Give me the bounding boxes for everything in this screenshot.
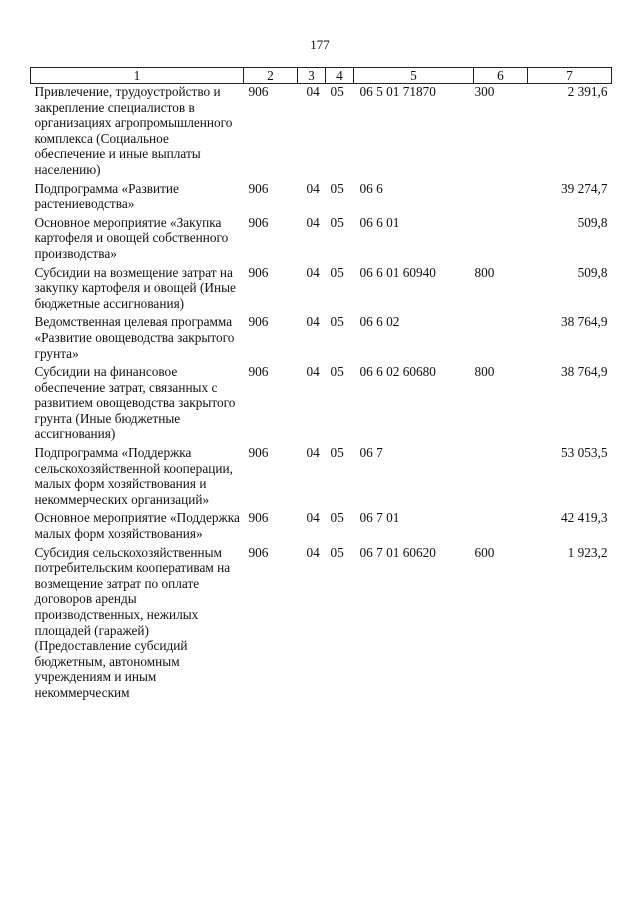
table-row <box>31 314 612 364</box>
grbs-code-cell: 906 <box>248 544 269 560</box>
target-article-cell: 06 6 02 60680 <box>359 364 436 380</box>
section-code-cell: 04 <box>306 445 320 461</box>
item-name-cell: Подпрограмма «Развитие растениеводства» <box>34 180 179 212</box>
target-article-cell: 06 6 01 <box>359 214 400 230</box>
grbs-code-cell: 906 <box>248 314 269 330</box>
amount-cell: 42 419,3 <box>560 510 608 526</box>
item-name-cell: Основное мероприятие «Поддержка малых форм хозяйствования» <box>34 510 240 542</box>
section-code-cell: 04 <box>306 180 320 196</box>
amount-cell: 38 764,9 <box>560 314 608 330</box>
section-code-cell: 04 <box>306 544 320 560</box>
column-header: 1 <box>31 68 244 84</box>
target-article-cell: 06 6 <box>359 180 383 196</box>
amount-cell: 509,8 <box>577 214 608 230</box>
column-header: 3 <box>298 68 326 84</box>
amount-cell: 2 391,6 <box>567 84 608 99</box>
amount-cell: 39 274,7 <box>560 180 608 196</box>
grbs-code-cell: 906 <box>248 180 269 196</box>
expense-type-cell <box>474 314 528 364</box>
section-code-cell: 04 <box>306 264 320 280</box>
amount-cell: 1 923,2 <box>567 544 608 560</box>
item-name-cell: Привлечение, трудоустройство и закрепление специалистов в организациях агропромышленного комплекса (Социальное обеспечение и иные выплаты населению) <box>34 84 233 177</box>
table-row <box>31 545 612 704</box>
grbs-code-cell: 906 <box>248 445 269 461</box>
table-row <box>31 181 612 215</box>
target-article-cell: 06 6 02 <box>359 314 400 330</box>
subsection-code-cell: 05 <box>330 510 344 526</box>
budget-table <box>30 67 612 704</box>
table-row <box>31 364 612 445</box>
column-header: 7 <box>528 68 612 84</box>
column-header: 6 <box>474 68 528 84</box>
table-header-row <box>31 68 612 84</box>
column-header: 5 <box>354 68 474 84</box>
target-article-cell: 06 5 01 71870 <box>359 84 436 99</box>
subsection-code-cell: 05 <box>330 84 344 99</box>
amount-cell: 53 053,5 <box>560 445 608 461</box>
expense-type-cell <box>474 445 528 510</box>
section-code-cell: 04 <box>306 84 320 99</box>
expense-type-cell <box>474 215 528 265</box>
grbs-code-cell: 906 <box>248 510 269 526</box>
item-name-cell: Основное мероприятие «Закупка картофеля и овощей собственного производства» <box>34 214 229 261</box>
expense-type-cell: 800 <box>474 364 495 380</box>
column-header: 4 <box>326 68 354 84</box>
item-name-cell: Субсидии на возмещение затрат на закупку картофеля и овощей (Иные бюджетные ассигнования) <box>34 264 236 311</box>
subsection-code-cell: 05 <box>330 544 344 560</box>
grbs-code-cell: 906 <box>248 84 269 99</box>
table-row <box>31 265 612 315</box>
table-row <box>31 510 612 544</box>
table-body <box>31 84 612 704</box>
section-code-cell: 04 <box>306 314 320 330</box>
expense-type-cell: 300 <box>474 84 495 99</box>
target-article-cell: 06 7 01 <box>359 510 400 526</box>
column-header: 2 <box>244 68 298 84</box>
section-code-cell: 04 <box>306 364 320 380</box>
target-article-cell: 06 6 01 60940 <box>359 264 436 280</box>
subsection-code-cell: 05 <box>330 264 344 280</box>
subsection-code-cell: 05 <box>330 214 344 230</box>
target-article-cell: 06 7 <box>359 445 383 461</box>
table-row <box>31 84 612 181</box>
subsection-code-cell: 05 <box>330 364 344 380</box>
amount-cell: 509,8 <box>577 264 608 280</box>
item-name-cell: Субсидии на финансовое обеспечение затрат, связанных с развитием овощеводства закрытого грунта (Иные бюджетные ассигнования) <box>34 364 236 442</box>
page-number: 177 <box>310 37 330 52</box>
item-name-cell: Субсидия сельскохозяйственным потребительским кооперативам на возмещение затрат по оплате договоров аренды производственных, нежилых площадей (гаражей) (Предоставление субсидий бюджетным, автономным учреждениям и иным некоммерческим <box>34 544 231 700</box>
target-article-cell: 06 7 01 60620 <box>359 544 436 560</box>
item-name-cell: Ведомственная целевая программа «Развитие овощеводства закрытого грунта» <box>34 314 235 361</box>
expense-type-cell <box>474 510 528 544</box>
subsection-code-cell: 05 <box>330 180 344 196</box>
table-row <box>31 215 612 265</box>
table-row <box>31 445 612 510</box>
subsection-code-cell: 05 <box>330 445 344 461</box>
grbs-code-cell: 906 <box>248 214 269 230</box>
grbs-code-cell: 906 <box>248 364 269 380</box>
amount-cell: 38 764,9 <box>560 364 608 380</box>
section-code-cell: 04 <box>306 214 320 230</box>
expense-type-cell <box>474 181 528 215</box>
item-name-cell: Подпрограмма «Поддержка сельскохозяйственной кооперации, малых форм хозяйствования и некоммерческих организаций» <box>34 445 233 507</box>
grbs-code-cell: 906 <box>248 264 269 280</box>
section-code-cell: 04 <box>306 510 320 526</box>
expense-type-cell: 800 <box>474 264 495 280</box>
subsection-code-cell: 05 <box>330 314 344 330</box>
expense-type-cell: 600 <box>474 544 495 560</box>
